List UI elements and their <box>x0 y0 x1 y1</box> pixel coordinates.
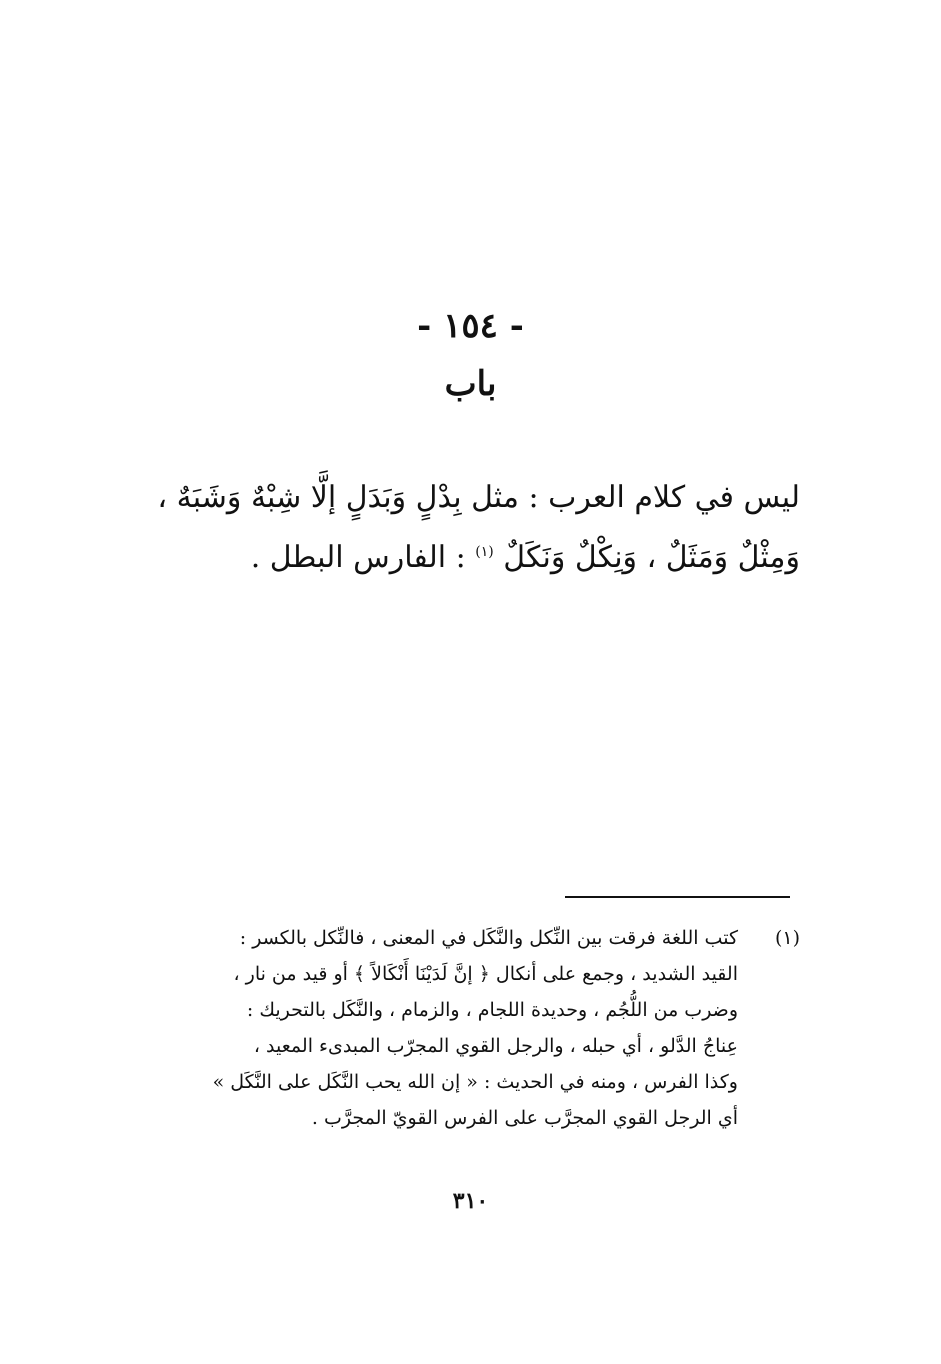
footnote-line: وضرب من اللُّجُم ، وحديدة اللجام ، والزمام ، والنَّكَل بالتحريك : <box>246 999 738 1021</box>
footnote-line: كتب اللغة فرقت بين النِّكل والنَّكَل في المعنى ، فالنِّكل بالكسر : <box>239 927 738 949</box>
footnote-line: عِناجُ الدَّلو ، أي حبله ، والرجل القوي المجرّب المبدىء المعيد ، <box>253 1035 738 1057</box>
page-number: ٣١٠ <box>452 1188 489 1214</box>
footnote-line: وكذا الفرس ، ومنه في الحديث : « إن الله يحب النَّكَل على النَّكَل » <box>212 1071 738 1093</box>
main-text-line-2 <box>120 528 800 588</box>
footnote-1 <box>120 920 800 1136</box>
main-text <box>120 468 800 588</box>
footnote-separator <box>565 896 790 898</box>
main-text-line-1: ليس في كلام العرب : مثل بِدْلٍ وَبَدَلٍ إلَّا شِبْهٌ وَشَبَهٌ ، <box>157 480 800 515</box>
main-text-line-2-end: : الفارس البطل . <box>250 540 476 575</box>
footnote-line: القيد الشديد ، وجمع على أنكال ﴿ إنَّ لَدَيْنَا أَنْكَالاً ﴾ أو قيد من نار ، <box>233 963 738 985</box>
footnotes <box>120 920 800 1136</box>
footnote-marker: (١) <box>475 544 494 560</box>
chapter-title: باب <box>444 364 497 404</box>
main-text-line-2-start: وَمِثْلٌ وَمَثَلٌ ، وَنِكْلٌ وَنَكَلٌ <box>493 540 800 575</box>
section-number: - ١٥٤ - <box>417 306 524 346</box>
footnote-number: (١) <box>774 927 800 949</box>
footnote-text <box>120 920 738 1136</box>
footnote-line: أي الرجل القوي المجرَّب على الفرس القويّ المجرَّب . <box>311 1107 738 1129</box>
